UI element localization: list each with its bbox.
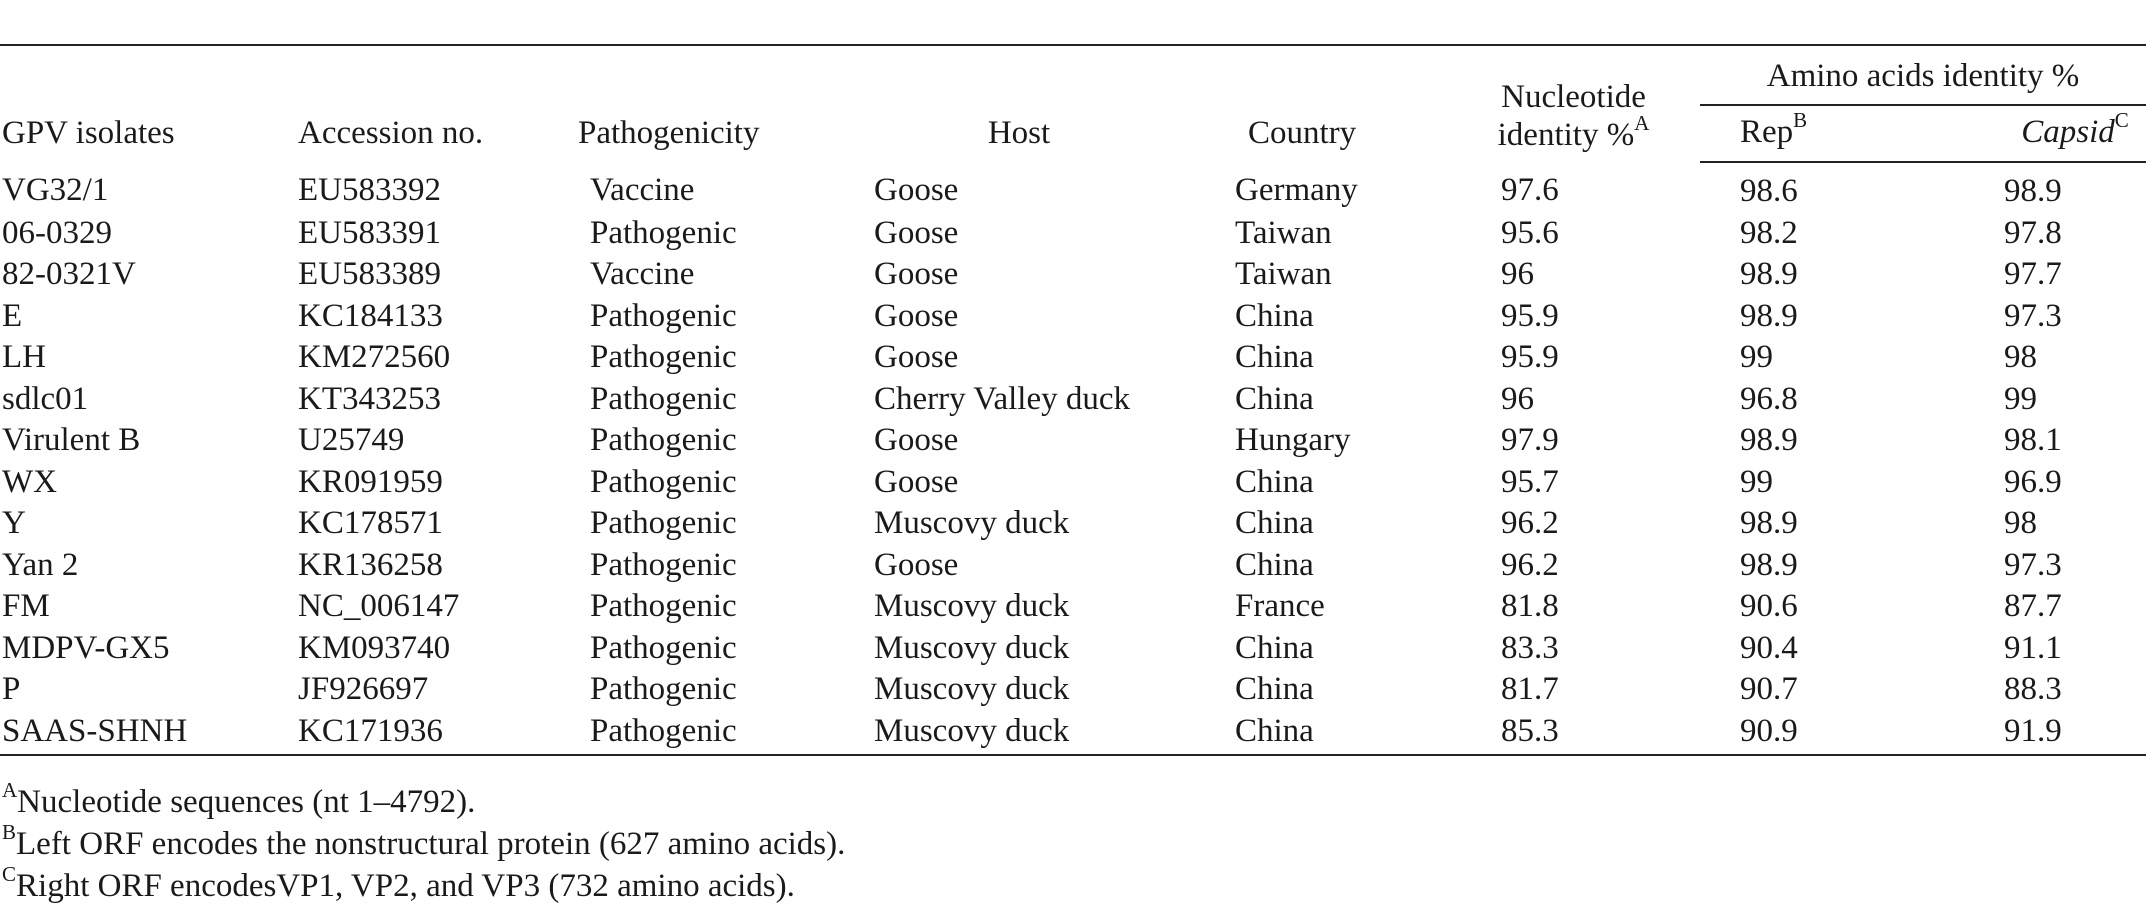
- cell-pathogenicity: Pathogenic: [590, 505, 737, 541]
- cell-capsid: 98.9: [2004, 173, 2062, 209]
- table-header: [0, 45, 2146, 162]
- cell-pathogenicity: Pathogenic: [590, 214, 737, 251]
- cell-isolate: E: [2, 297, 23, 334]
- cell-isolate: MDPV-GX5: [2, 629, 170, 666]
- cell-nucleotide: 95.7: [1501, 463, 1559, 500]
- cell-rep: 98.9: [1740, 256, 1798, 292]
- header-accession: Accession no.: [294, 45, 576, 162]
- cell-rep: 90.9: [1700, 711, 1908, 756]
- cell-nucleotide: 95.9: [1501, 339, 1559, 375]
- table-row: [0, 503, 2146, 545]
- cell-host: Muscovy duck: [874, 671, 1070, 707]
- cell-rep: 98.9: [1740, 505, 1798, 541]
- cell-country: Taiwan: [1235, 214, 1332, 251]
- footnote-text: Right ORF encodesVP1, VP2, and VP3 (732 amino acids).: [16, 868, 795, 904]
- header-amino-group: Amino acids identity %: [1700, 45, 2146, 105]
- footnote-text: Left ORF encodes the nonstructural protein (627 amino acids).: [16, 826, 846, 862]
- header-capsid: [1908, 105, 2146, 163]
- cell-accession: U25749: [298, 422, 405, 458]
- cell-pathogenicity: Vaccine: [590, 256, 695, 292]
- cell-pathogenicity: Pathogenic: [590, 671, 737, 707]
- footnote: [2, 778, 845, 823]
- cell-host: Goose: [874, 172, 959, 208]
- table-row: [0, 213, 2146, 255]
- footnote-text: Nucleotide sequences (nt 1–4792).: [17, 784, 476, 820]
- cell-rep: 98.9: [1740, 297, 1798, 334]
- cell-rep: 98.9: [1740, 546, 1798, 583]
- cell-host: Goose: [874, 297, 959, 334]
- cell-nucleotide: 97.6: [1501, 172, 1559, 208]
- footnote-mark-b: B: [1793, 107, 1808, 132]
- cell-capsid: 97.3: [2004, 546, 2062, 583]
- cell-nucleotide: 81.8: [1501, 588, 1559, 624]
- cell-accession: EU583389: [298, 256, 441, 292]
- cell-host: Goose: [874, 339, 959, 375]
- cell-accession: KC184133: [298, 297, 443, 334]
- cell-rep: 90.6: [1740, 588, 1798, 624]
- cell-isolate: WX: [2, 463, 57, 500]
- cell-country: China: [1235, 380, 1314, 417]
- cell-host: Goose: [874, 214, 959, 251]
- cell-nucleotide: 85.3: [1447, 711, 1700, 756]
- header-capsid-text: Capsid: [2021, 113, 2115, 150]
- cell-isolate: Virulent B: [2, 422, 141, 458]
- cell-accession: KM272560: [298, 339, 451, 375]
- cell-host: Muscovy duck: [874, 629, 1070, 666]
- table-row: [0, 545, 2146, 587]
- cell-capsid: 88.3: [2004, 671, 2062, 707]
- header-pathogenicity: Pathogenicity: [576, 45, 850, 162]
- header-rep: [1700, 105, 1908, 163]
- cell-nucleotide: 96.2: [1501, 505, 1559, 541]
- cell-host: Goose: [874, 256, 959, 292]
- table-body: [0, 162, 2146, 755]
- cell-pathogenicity: Pathogenic: [590, 463, 737, 500]
- cell-host: Cherry Valley duck: [874, 380, 1130, 417]
- cell-isolate: P: [2, 671, 21, 707]
- cell-nucleotide: 97.9: [1501, 422, 1559, 458]
- cell-capsid: 96.9: [2004, 463, 2062, 500]
- header-rep-text: Rep: [1740, 113, 1794, 150]
- footnote-mark: B: [2, 820, 17, 844]
- cell-accession: KT343253: [298, 380, 441, 417]
- cell-nucleotide: 83.3: [1501, 629, 1559, 666]
- table-row: [0, 296, 2146, 338]
- cell-accession: JF926697: [298, 671, 429, 707]
- cell-host: Muscovy duck: [850, 711, 1232, 756]
- cell-pathogenicity: Pathogenic: [590, 546, 737, 583]
- cell-nucleotide: 96: [1501, 256, 1534, 292]
- cell-host: Goose: [874, 546, 959, 583]
- header-isolates: GPV isolates: [0, 45, 294, 162]
- header-country: Country: [1232, 45, 1447, 162]
- table-row: [0, 162, 2146, 213]
- cell-accession: EU583392: [298, 172, 441, 208]
- footnote: [2, 820, 846, 865]
- cell-accession: NC_006147: [298, 588, 460, 624]
- cell-rep: 90.7: [1740, 671, 1798, 707]
- cell-isolate: 82-0321V: [2, 256, 136, 292]
- cell-pathogenicity: Pathogenic: [576, 711, 850, 756]
- cell-nucleotide: 95.9: [1501, 297, 1559, 334]
- cell-pathogenicity: Pathogenic: [590, 297, 737, 334]
- cell-isolate: FM: [2, 588, 50, 624]
- cell-isolate: sdlc01: [2, 380, 89, 417]
- table-row: [0, 586, 2146, 628]
- table-row: [0, 462, 2146, 504]
- cell-capsid: 98.1: [2004, 422, 2062, 458]
- cell-isolate: Y: [2, 505, 26, 541]
- cell-pathogenicity: Pathogenic: [590, 629, 737, 666]
- cell-host: Goose: [874, 422, 959, 458]
- cell-isolate: LH: [2, 339, 46, 375]
- header-nucleotide-line1: Nucleotide: [1501, 79, 1646, 115]
- cell-host: Goose: [874, 463, 959, 500]
- cell-country: Hungary: [1235, 422, 1351, 458]
- cell-nucleotide: 81.7: [1501, 671, 1559, 707]
- footnotes: [2, 778, 846, 907]
- cell-pathogenicity: Pathogenic: [590, 422, 737, 458]
- table-row: [0, 379, 2146, 421]
- table-row: [0, 337, 2146, 379]
- cell-host: Muscovy duck: [874, 588, 1070, 624]
- cell-capsid: 97.3: [2004, 297, 2062, 334]
- cell-capsid: 98: [2004, 505, 2037, 541]
- cell-pathogenicity: Pathogenic: [590, 380, 737, 417]
- cell-rep: 90.4: [1740, 629, 1798, 666]
- cell-country: Taiwan: [1235, 256, 1332, 292]
- footnote-mark: C: [2, 862, 17, 886]
- cell-accession: KC178571: [298, 505, 443, 541]
- cell-country: Germany: [1235, 172, 1358, 208]
- cell-pathogenicity: Vaccine: [590, 172, 695, 208]
- cell-country: China: [1232, 711, 1447, 756]
- cell-country: China: [1235, 463, 1314, 500]
- table-row: [0, 628, 2146, 670]
- footnote-mark-a: A: [1634, 111, 1650, 135]
- table-row: [0, 420, 2146, 462]
- footnote-mark: A: [2, 778, 18, 802]
- cell-country: China: [1235, 339, 1314, 375]
- cell-accession: EU583391: [298, 214, 441, 251]
- cell-rep: 99: [1740, 339, 1773, 375]
- cell-capsid: 99: [2004, 380, 2037, 417]
- cell-rep: 99: [1740, 463, 1773, 500]
- cell-country: China: [1235, 546, 1314, 583]
- table-row: [0, 254, 2146, 296]
- cell-capsid: 97.7: [2004, 256, 2062, 292]
- cell-rep: 98.2: [1740, 214, 1798, 251]
- table-row: [0, 669, 2146, 711]
- header-host: Host: [850, 45, 1232, 162]
- cell-country: France: [1235, 588, 1325, 624]
- cell-capsid: 97.8: [2004, 214, 2062, 251]
- cell-country: China: [1235, 297, 1314, 334]
- cell-rep: 98.9: [1740, 422, 1798, 458]
- footnote: [2, 862, 845, 907]
- cell-capsid: 87.7: [2004, 588, 2062, 624]
- footnote-mark-c: C: [2114, 107, 2129, 132]
- cell-accession: KM093740: [298, 629, 451, 666]
- header-nucleotide-text: identity %: [1497, 117, 1635, 153]
- cell-country: China: [1235, 505, 1314, 541]
- cell-capsid: 91.9: [1908, 711, 2146, 756]
- cell-rep: 96.8: [1740, 380, 1798, 417]
- header-nucleotide-line2: [1447, 111, 1700, 154]
- header-nucleotide: [1447, 45, 1700, 162]
- cell-nucleotide: 95.6: [1501, 214, 1559, 251]
- table-row: [0, 711, 2146, 756]
- cell-country: China: [1235, 629, 1314, 666]
- cell-accession: KR091959: [298, 463, 443, 500]
- identity-table: [0, 44, 2146, 756]
- cell-host: Muscovy duck: [874, 505, 1070, 541]
- cell-isolate: SAAS-SHNH: [0, 711, 294, 756]
- cell-isolate: 06-0329: [2, 214, 112, 251]
- cell-accession: KR136258: [298, 546, 443, 583]
- cell-country: China: [1235, 671, 1314, 707]
- cell-nucleotide: 96.2: [1501, 546, 1559, 583]
- cell-pathogenicity: Pathogenic: [590, 588, 737, 624]
- cell-rep: 98.6: [1740, 173, 1798, 209]
- cell-nucleotide: 96: [1501, 380, 1534, 417]
- cell-pathogenicity: Pathogenic: [590, 339, 737, 375]
- cell-capsid: 91.1: [2004, 629, 2062, 666]
- cell-isolate: Yan 2: [2, 546, 79, 583]
- cell-accession: KC171936: [294, 711, 576, 756]
- cell-capsid: 98: [2004, 339, 2037, 375]
- cell-isolate: VG32/1: [2, 172, 109, 208]
